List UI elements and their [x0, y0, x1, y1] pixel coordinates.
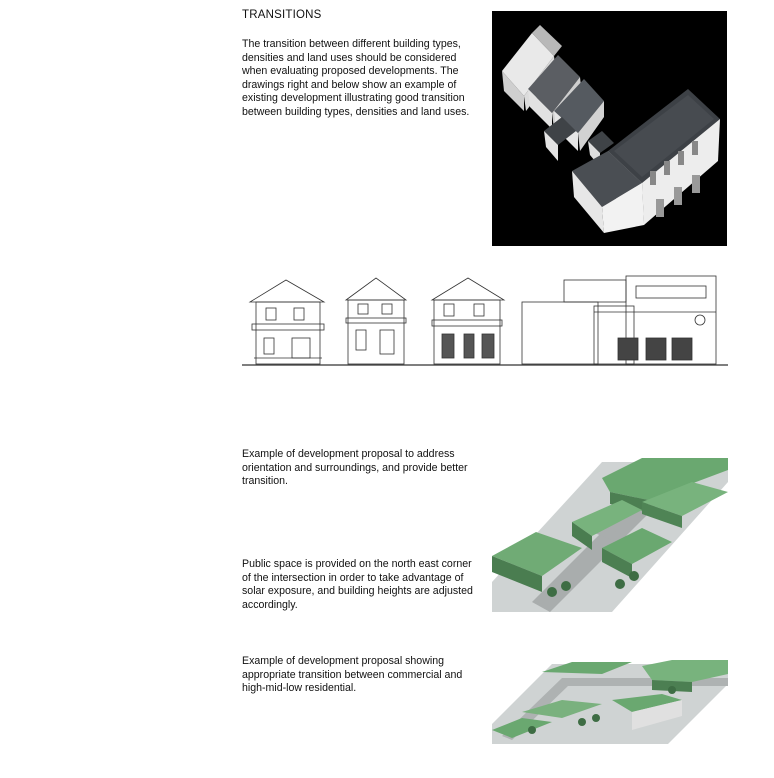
elevation-house-3: [432, 278, 504, 364]
caption-transition-proposal: Example of development proposal showing appropriate transition between commercial and high-mid-low residential.: [242, 655, 463, 695]
massing-model-intersection-figure: [492, 452, 728, 614]
massing-model-transition-figure: [492, 660, 728, 744]
elevation-house-1: [250, 280, 324, 364]
caption-public-space: Public space is provided on the north east corner of the intersection in order to take advantage of solar exposure, and building heights are adjusted accordingly.: [242, 558, 473, 611]
elevation-house-2: [346, 278, 406, 364]
elevation-commercial: [522, 276, 716, 364]
section-heading: TRANSITIONS: [242, 9, 322, 21]
building-3d-model-figure: [492, 11, 727, 246]
caption-orientation-proposal: Example of development proposal to address orientation and surroundings, and provide better transition.: [242, 448, 468, 488]
intro-paragraph: The transition between different building types, densities and land uses should be considered when evaluating proposed developments. The drawings right and below show an example of existing development illustrating good transition between building types, densities and land uses.: [242, 38, 470, 118]
street-elevation-figure: [242, 272, 728, 370]
